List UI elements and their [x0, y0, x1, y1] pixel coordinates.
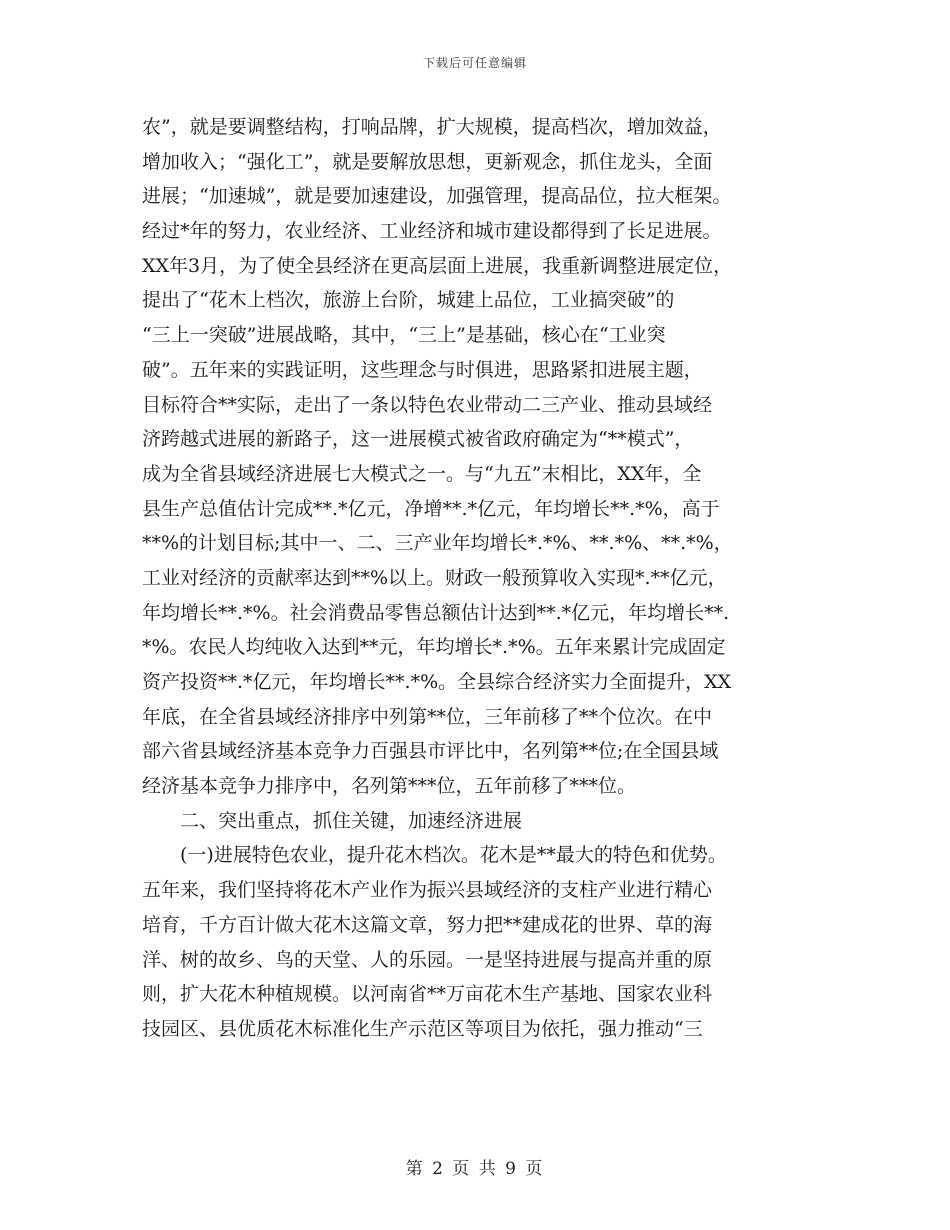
- text-line: XX年3月，为了使全县经济在更高层面上进展，我重新调整进展定位，: [142, 254, 733, 277]
- section-heading: 二、突出重点，抓住关键，加速经济进展: [180, 809, 523, 832]
- text-line: 洋、树的故乡、鸟的天堂、人的乐园。一是坚持进展与提高并重的原: [142, 948, 713, 971]
- text-line: 年均增长**.*%。社会消费品零售总额估计达到**.*亿元，年均增长**.: [142, 601, 730, 624]
- text-line: 经济基本竞争力排序中，名列第***位，五年前移了***位。: [142, 775, 637, 798]
- text-line: 资产投资**.*亿元，年均增长**.*%。全县综合经济实力全面提升，XX: [142, 671, 732, 693]
- text-line: 五年来，我们坚持将花木产业作为振兴县域经济的支柱产业进行精心: [142, 879, 713, 902]
- header-note: 下载后可任意编辑: [422, 56, 527, 70]
- text-line: 济跨越式进展的新路子，这一进展模式被省政府确定为“**模式”，: [142, 428, 694, 451]
- text-line: 则，扩大花木种植规模。以河南省**万亩花木生产基地、国家农业科: [142, 983, 713, 1006]
- text-line: *%。农民人均纯收入达到**元，年均增长*.*%。五年来累计完成固定: [142, 636, 726, 659]
- text-line: 提出了“花木上档次，旅游上台阶，城建上品位，工业搞突破”的: [142, 289, 675, 312]
- text-line: (一)进展特色农业，提升花木档次。花木是**最大的特色和优势。: [180, 844, 727, 867]
- text-line: 工业对经济的贡献率达到**%以上。财政一般预算收入实现*.**亿元，: [142, 566, 727, 589]
- text-line: 技园区、县优质花木标准化生产示范区等项目为依托，强力推动“三: [142, 1017, 703, 1040]
- document-body: [142, 110, 814, 1047]
- text-line: 成为全省县域经济进展七大模式之一。与“九五”末相比，XX年，全: [142, 462, 702, 485]
- text-line: “三上一突破”进展战略，其中，“三上”是基础，核心在“工业突: [142, 324, 666, 347]
- text-line: 部六省县域经济基本竞争力百强县市评比中，名列第**位;在全国县域: [142, 740, 719, 763]
- text-line: 年底，在全省县域经济排序中列第**位，三年前移了**个位次。在中: [142, 705, 713, 728]
- text-line: **%的计划目标;其中一、二、三产业年均增长*.*%、**.*%、**.*%，: [142, 532, 733, 555]
- text-line: 进展；“加速城”，就是要加速建设，加强管理，提高品位，拉大框架。: [142, 185, 732, 208]
- text-line: 破”。五年来的实践证明，这些理念与时俱进，思路紧扣进展主题，: [142, 358, 703, 381]
- text-line: 县生产总值估计完成**.*亿元，净增**.*亿元，年均增长**.*%，高于: [142, 497, 720, 520]
- text-line: 目标符合**实际，走出了一条以特色农业带动二三产业、推动县域经: [142, 393, 713, 416]
- page-number: 第 2 页 共 9 页: [405, 1159, 545, 1179]
- text-line: 增加收入；“强化工”，就是要解放思想，更新观念，抓住龙头，全面: [142, 150, 713, 173]
- text-line: 农”，就是要调整结构，打响品牌，扩大规模，提高档次，增加效益，: [142, 116, 722, 138]
- text-line: 经过*年的努力，农业经济、工业经济和城市建设都得到了长足进展。: [142, 220, 722, 243]
- text-line: 培育，千方百计做大花木这篇文章，努力把**建成花的世界、草的海: [142, 913, 713, 936]
